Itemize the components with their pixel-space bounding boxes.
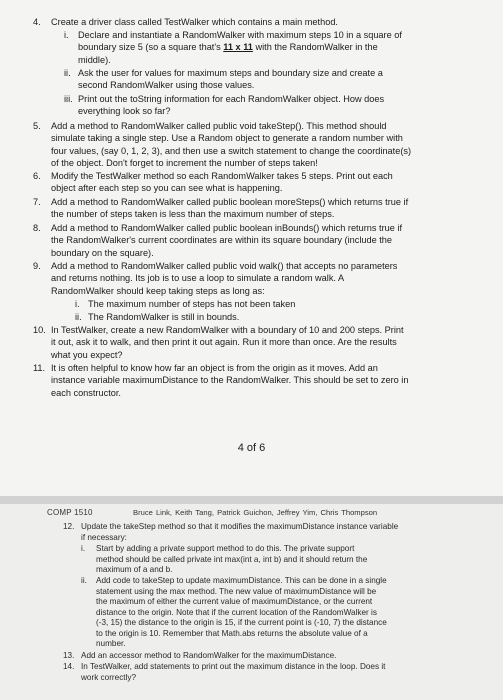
list-item-number: 5. xyxy=(33,121,41,131)
list-item-number: i. xyxy=(75,299,80,309)
list-item-line: (-3, 15) the distance to the origin is 15, if the current point is (-10, 7) the distance xyxy=(96,618,387,627)
list-item-line: work correctly? xyxy=(81,672,137,682)
list-item-line: boundary on the square). xyxy=(51,247,154,258)
list-item-number: 6. xyxy=(33,171,41,181)
list-item-line: object after each step so you can see what is happening. xyxy=(51,183,283,194)
list-item-line: method should be called private int max(int a, int b) and it should return the xyxy=(96,554,368,564)
course-code: COMP 1510 xyxy=(47,508,93,517)
list-item-number: 11. xyxy=(33,363,46,373)
list-item-line: Print out the toString information for each RandomWalker object. How does xyxy=(78,94,385,104)
list-item-number: 4. xyxy=(33,17,41,27)
list-item-line: of the object. Don't forget to increment the number of steps taken! xyxy=(51,158,318,169)
list-item-line: Add code to takeStep to update maximumDistance. This can be done in a single xyxy=(96,576,387,585)
list-item-number: 14. xyxy=(63,662,75,671)
list-item-line: Add a method to RandomWalker called public boolean moreSteps() which returns true if xyxy=(51,197,409,207)
list-item-line: maximum of a and b. xyxy=(96,565,173,574)
list-item-number: ii. xyxy=(64,68,71,78)
list-item-line: Add a method to RandomWalker called public void walk() that accepts no parameters xyxy=(51,261,398,271)
list-item-line: boundary size 5 (so a square that's 11 x 11 with the RandomWalker in the xyxy=(78,42,378,53)
list-item-line: the maximum of either the current value of maximumDistance, or the current xyxy=(96,597,373,606)
list-item-line: Add a method to RandomWalker called public void takeStep(). This method should xyxy=(51,121,387,131)
list-item-line: everything look so far? xyxy=(78,106,171,117)
list-item-line: the RandomWalker's current coordinates are within its square boundary (include the xyxy=(51,235,393,246)
list-item-line: The maximum number of steps has not been taken xyxy=(88,299,296,309)
list-item-number: 7. xyxy=(33,197,41,207)
list-item-line: simulate taking a single step. Use a Random object to generate a random number with xyxy=(51,133,403,144)
list-item-line: four values, (say 0, 1, 2, 3), and then use a switch statement to change the coordinate(s) xyxy=(51,145,412,156)
author-list: Bruce Link, Keith Tang, Patrick Guichon, Jeffrey Yim, Chris Thompson xyxy=(133,508,378,517)
list-item-line: Add an accessor method to RandomWalker for the maximumDistance. xyxy=(81,651,337,660)
list-item-number: 13. xyxy=(63,651,75,660)
list-item-line: to the origin is 10. Remember that Math.abs returns the absolute value of a xyxy=(96,628,368,638)
list-item-line: distance to the origin. Note that if the current location of the RandomWalker is xyxy=(96,607,377,617)
list-item-line: the number of steps taken is less than the maximum number of steps. xyxy=(51,209,335,220)
list-item-line: each constructor. xyxy=(51,387,121,398)
list-item-line: Ask the user for values for maximum steps and boundary size and create a xyxy=(78,68,383,78)
list-item-line: The RandomWalker is still in bounds. xyxy=(88,312,240,322)
list-item-line: RandomWalker should keep taking steps as long as: xyxy=(51,285,265,296)
list-item-line: it out, ask it to walk, and then print it out again. Run it more than once. Are the results xyxy=(51,337,397,348)
list-item-line: second RandomWalker using those values. xyxy=(78,80,255,91)
list-item-line: what you expect? xyxy=(51,349,123,360)
list-item-number: i. xyxy=(81,544,86,553)
list-item-line: Create a driver class called TestWalker which contains a main method. xyxy=(51,17,338,27)
list-item-line: Update the takeStep method so that it modifies the maximumDistance instance variable xyxy=(81,522,399,531)
list-item-number: 8. xyxy=(33,223,41,233)
list-item-number: 10. xyxy=(33,325,46,335)
list-item-line: instance variable maximumDistance to the RandomWalker. This should be set to zero in xyxy=(51,375,409,386)
list-item-number: 9. xyxy=(33,261,41,271)
list-item-line: Start by adding a private support method to do this. The private support xyxy=(96,544,355,553)
list-item-line: if necessary: xyxy=(81,532,127,542)
page-number: 4 of 6 xyxy=(237,442,266,454)
list-item-number: iii. xyxy=(64,94,73,104)
page-separator xyxy=(0,496,503,504)
list-item-line: It is often helpful to know how far an object is from the origin as it moves. Add an xyxy=(51,363,378,373)
list-item-line: In TestWalker, add statements to print out the maximum distance in the loop. Does it xyxy=(81,662,386,671)
list-item-line: Add a method to RandomWalker called public boolean inBounds() which returns true if xyxy=(51,223,403,233)
list-item-number: ii. xyxy=(75,312,82,322)
list-item-number: 12. xyxy=(63,522,75,531)
list-item-line: statement using the max method. The new value of maximumDistance will be xyxy=(96,586,377,596)
list-item-line: In TestWalker, create a new RandomWalker with a boundary of 10 and 200 steps. Print xyxy=(51,325,404,335)
list-item-line: Declare and instantiate a RandomWalker with maximum steps 10 in a square of xyxy=(78,30,402,40)
list-item-number: ii. xyxy=(81,576,87,585)
list-item-line: middle). xyxy=(78,54,111,65)
list-item-line: Modify the TestWalker method so each RandomWalker takes 5 steps. Print out each xyxy=(51,171,393,181)
list-item-line: number. xyxy=(96,639,126,648)
list-item-line: and returns nothing. Its job is to use a loop to simulate a random walk. A xyxy=(51,273,345,284)
list-item-number: i. xyxy=(64,30,69,40)
